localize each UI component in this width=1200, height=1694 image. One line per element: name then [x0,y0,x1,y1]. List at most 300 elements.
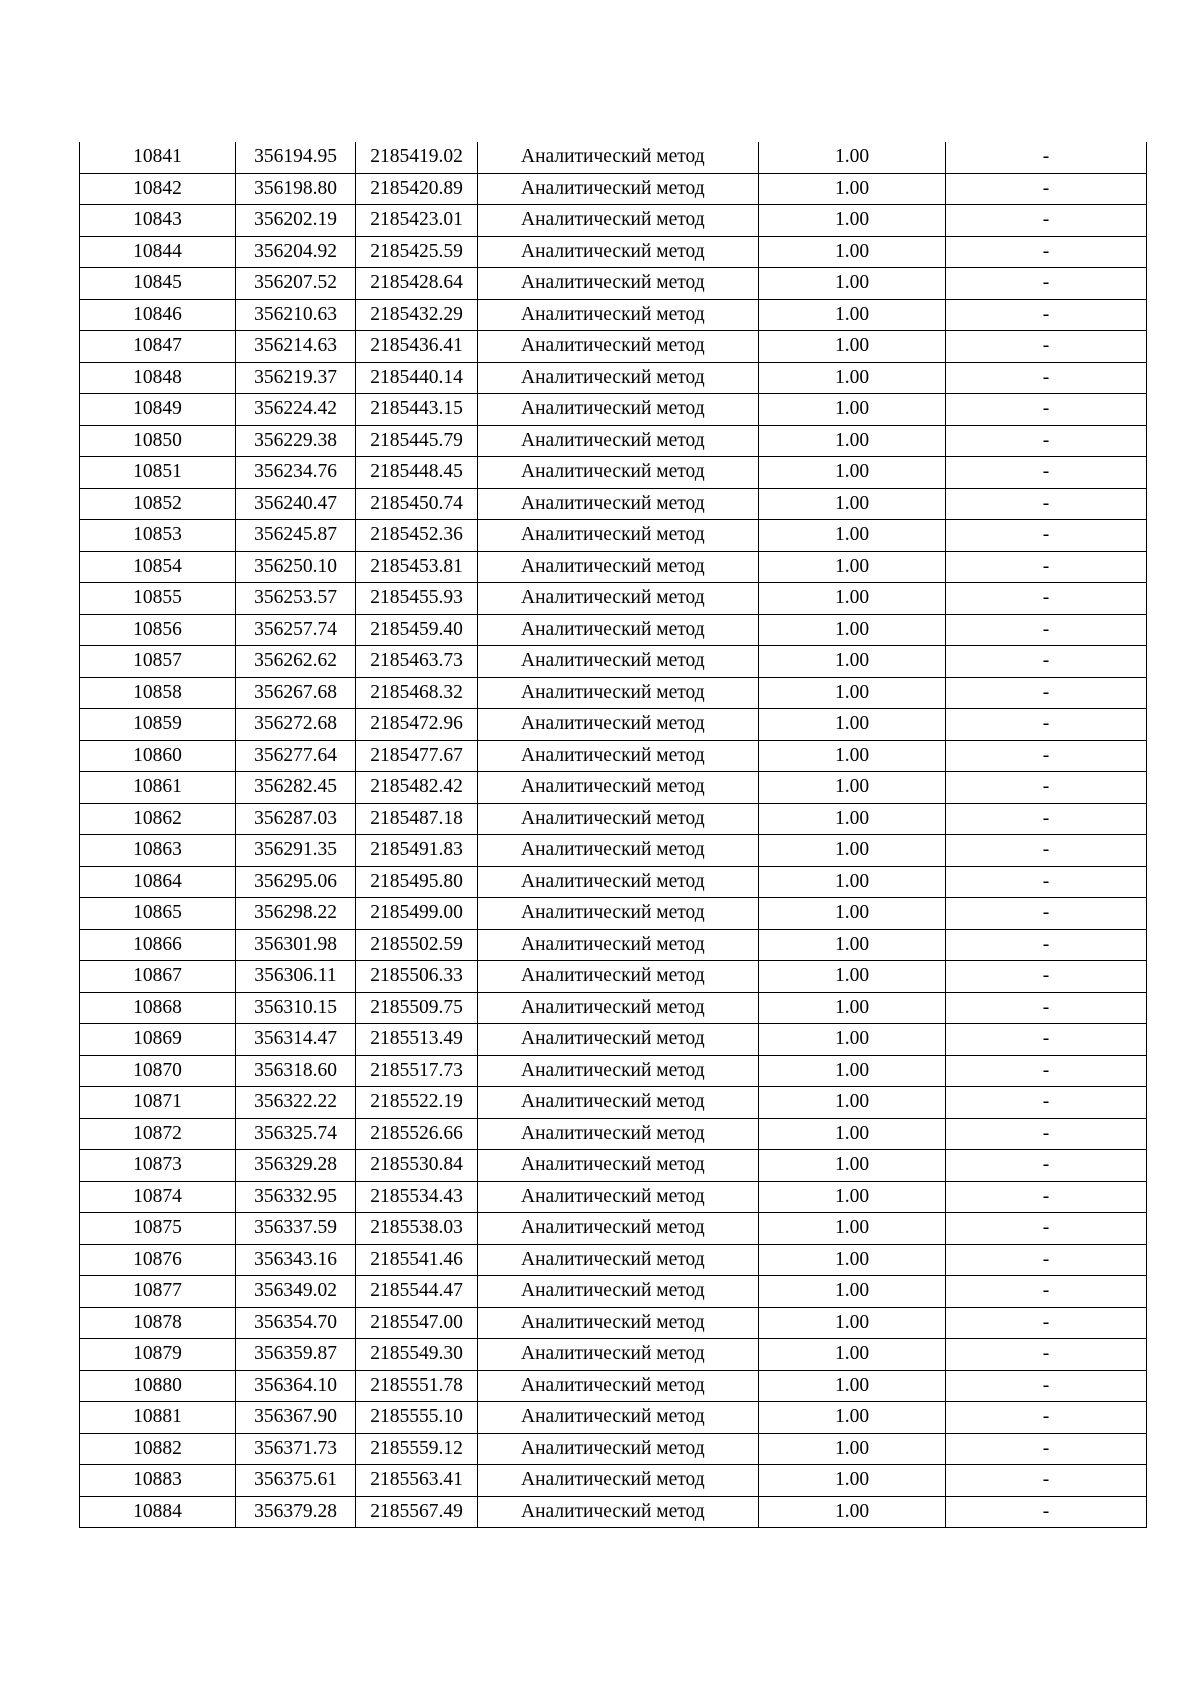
point-number-cell: 10866 [80,929,236,961]
table-row [80,331,1147,363]
note-cell: - [946,1433,1147,1465]
accuracy-cell: 1.00 [759,1370,946,1402]
method-cell: Аналитический метод [478,425,759,457]
method-cell: Аналитический метод [478,583,759,615]
y-coordinate-cell: 2185563.41 [356,1465,478,1497]
point-number-cell: 10860 [80,740,236,772]
note-cell: - [946,299,1147,331]
table-row [80,236,1147,268]
x-coordinate-cell: 356272.68 [236,709,356,741]
method-cell: Аналитический метод [478,1465,759,1497]
point-number-cell: 10865 [80,898,236,930]
accuracy-cell: 1.00 [759,551,946,583]
y-coordinate-cell: 2185555.10 [356,1402,478,1434]
note-cell: - [946,1402,1147,1434]
method-cell: Аналитический метод [478,457,759,489]
method-cell: Аналитический метод [478,142,759,173]
method-cell: Аналитический метод [478,772,759,804]
x-coordinate-cell: 356267.68 [236,677,356,709]
note-cell: - [946,677,1147,709]
y-coordinate-cell: 2185450.74 [356,488,478,520]
x-coordinate-cell: 356219.37 [236,362,356,394]
y-coordinate-cell: 2185495.80 [356,866,478,898]
y-coordinate-cell: 2185459.40 [356,614,478,646]
note-cell: - [946,583,1147,615]
method-cell: Аналитический метод [478,268,759,300]
note-cell: - [946,929,1147,961]
accuracy-cell: 1.00 [759,772,946,804]
point-number-cell: 10875 [80,1213,236,1245]
x-coordinate-cell: 356343.16 [236,1244,356,1276]
point-number-cell: 10877 [80,1276,236,1308]
method-cell: Аналитический метод [478,394,759,426]
note-cell: - [946,614,1147,646]
table-row [80,1244,1147,1276]
table-row [80,205,1147,237]
y-coordinate-cell: 2185522.19 [356,1087,478,1119]
point-number-cell: 10846 [80,299,236,331]
accuracy-cell: 1.00 [759,1307,946,1339]
note-cell: - [946,1339,1147,1371]
method-cell: Аналитический метод [478,898,759,930]
note-cell: - [946,740,1147,772]
point-number-cell: 10870 [80,1055,236,1087]
method-cell: Аналитический метод [478,740,759,772]
point-number-cell: 10880 [80,1370,236,1402]
table-row [80,1118,1147,1150]
accuracy-cell: 1.00 [759,299,946,331]
y-coordinate-cell: 2185423.01 [356,205,478,237]
table-row [80,1150,1147,1182]
x-coordinate-cell: 356371.73 [236,1433,356,1465]
x-coordinate-cell: 356359.87 [236,1339,356,1371]
point-number-cell: 10872 [80,1118,236,1150]
table-row [80,1370,1147,1402]
method-cell: Аналитический метод [478,614,759,646]
x-coordinate-cell: 356349.02 [236,1276,356,1308]
method-cell: Аналитический метод [478,551,759,583]
x-coordinate-cell: 356291.35 [236,835,356,867]
point-number-cell: 10853 [80,520,236,552]
method-cell: Аналитический метод [478,1244,759,1276]
y-coordinate-cell: 2185440.14 [356,362,478,394]
note-cell: - [946,236,1147,268]
table-row [80,898,1147,930]
point-number-cell: 10883 [80,1465,236,1497]
accuracy-cell: 1.00 [759,173,946,205]
point-number-cell: 10882 [80,1433,236,1465]
accuracy-cell: 1.00 [759,583,946,615]
y-coordinate-cell: 2185420.89 [356,173,478,205]
accuracy-cell: 1.00 [759,425,946,457]
method-cell: Аналитический метод [478,929,759,961]
point-number-cell: 10864 [80,866,236,898]
y-coordinate-cell: 2185477.67 [356,740,478,772]
accuracy-cell: 1.00 [759,992,946,1024]
table-row [80,1402,1147,1434]
table-row [80,1055,1147,1087]
y-coordinate-cell: 2185559.12 [356,1433,478,1465]
table-row [80,772,1147,804]
note-cell: - [946,520,1147,552]
x-coordinate-cell: 356295.06 [236,866,356,898]
y-coordinate-cell: 2185509.75 [356,992,478,1024]
point-number-cell: 10848 [80,362,236,394]
point-number-cell: 10869 [80,1024,236,1056]
x-coordinate-cell: 356325.74 [236,1118,356,1150]
point-number-cell: 10849 [80,394,236,426]
note-cell: - [946,457,1147,489]
y-coordinate-cell: 2185544.47 [356,1276,478,1308]
method-cell: Аналитический метод [478,1402,759,1434]
y-coordinate-cell: 2185549.30 [356,1339,478,1371]
y-coordinate-cell: 2185448.45 [356,457,478,489]
accuracy-cell: 1.00 [759,803,946,835]
note-cell: - [946,961,1147,993]
x-coordinate-cell: 356379.28 [236,1496,356,1528]
method-cell: Аналитический метод [478,1496,759,1528]
table-row [80,614,1147,646]
point-number-cell: 10858 [80,677,236,709]
accuracy-cell: 1.00 [759,1181,946,1213]
note-cell: - [946,1307,1147,1339]
note-cell: - [946,425,1147,457]
x-coordinate-cell: 356332.95 [236,1181,356,1213]
table-row [80,362,1147,394]
method-cell: Аналитический метод [478,1276,759,1308]
point-number-cell: 10861 [80,772,236,804]
table-row [80,866,1147,898]
note-cell: - [946,394,1147,426]
note-cell: - [946,1370,1147,1402]
x-coordinate-cell: 356262.62 [236,646,356,678]
x-coordinate-cell: 356375.61 [236,1465,356,1497]
point-number-cell: 10847 [80,331,236,363]
table-row [80,1024,1147,1056]
method-cell: Аналитический метод [478,488,759,520]
y-coordinate-cell: 2185472.96 [356,709,478,741]
note-cell: - [946,1496,1147,1528]
table-row [80,488,1147,520]
note-cell: - [946,646,1147,678]
y-coordinate-cell: 2185453.81 [356,551,478,583]
accuracy-cell: 1.00 [759,1087,946,1119]
coordinates-table [79,142,1147,1528]
y-coordinate-cell: 2185452.36 [356,520,478,552]
y-coordinate-cell: 2185419.02 [356,142,478,173]
x-coordinate-cell: 356354.70 [236,1307,356,1339]
table-row [80,961,1147,993]
accuracy-cell: 1.00 [759,677,946,709]
x-coordinate-cell: 356367.90 [236,1402,356,1434]
accuracy-cell: 1.00 [759,1433,946,1465]
x-coordinate-cell: 356322.22 [236,1087,356,1119]
method-cell: Аналитический метод [478,1307,759,1339]
point-number-cell: 10850 [80,425,236,457]
accuracy-cell: 1.00 [759,1213,946,1245]
y-coordinate-cell: 2185432.29 [356,299,478,331]
point-number-cell: 10844 [80,236,236,268]
table-row [80,457,1147,489]
method-cell: Аналитический метод [478,1213,759,1245]
note-cell: - [946,992,1147,1024]
note-cell: - [946,1024,1147,1056]
table-row [80,1465,1147,1497]
note-cell: - [946,331,1147,363]
note-cell: - [946,898,1147,930]
note-cell: - [946,1465,1147,1497]
x-coordinate-cell: 356194.95 [236,142,356,173]
note-cell: - [946,803,1147,835]
table-row [80,173,1147,205]
table-row [80,677,1147,709]
y-coordinate-cell: 2185482.42 [356,772,478,804]
x-coordinate-cell: 356234.76 [236,457,356,489]
point-number-cell: 10881 [80,1402,236,1434]
point-number-cell: 10868 [80,992,236,1024]
x-coordinate-cell: 356229.38 [236,425,356,457]
y-coordinate-cell: 2185487.18 [356,803,478,835]
accuracy-cell: 1.00 [759,1496,946,1528]
table-row [80,142,1147,173]
y-coordinate-cell: 2185551.78 [356,1370,478,1402]
point-number-cell: 10879 [80,1339,236,1371]
accuracy-cell: 1.00 [759,331,946,363]
table-row [80,992,1147,1024]
y-coordinate-cell: 2185491.83 [356,835,478,867]
method-cell: Аналитический метод [478,1433,759,1465]
point-number-cell: 10878 [80,1307,236,1339]
accuracy-cell: 1.00 [759,268,946,300]
point-number-cell: 10867 [80,961,236,993]
point-number-cell: 10842 [80,173,236,205]
table-row [80,1181,1147,1213]
point-number-cell: 10857 [80,646,236,678]
table-row [80,803,1147,835]
table-row [80,394,1147,426]
x-coordinate-cell: 356301.98 [236,929,356,961]
note-cell: - [946,1150,1147,1182]
point-number-cell: 10871 [80,1087,236,1119]
note-cell: - [946,205,1147,237]
accuracy-cell: 1.00 [759,866,946,898]
note-cell: - [946,362,1147,394]
accuracy-cell: 1.00 [759,614,946,646]
note-cell: - [946,142,1147,173]
point-number-cell: 10841 [80,142,236,173]
accuracy-cell: 1.00 [759,1150,946,1182]
accuracy-cell: 1.00 [759,646,946,678]
y-coordinate-cell: 2185517.73 [356,1055,478,1087]
table-row [80,1433,1147,1465]
note-cell: - [946,1213,1147,1245]
accuracy-cell: 1.00 [759,709,946,741]
method-cell: Аналитический метод [478,992,759,1024]
note-cell: - [946,866,1147,898]
method-cell: Аналитический метод [478,331,759,363]
point-number-cell: 10855 [80,583,236,615]
y-coordinate-cell: 2185530.84 [356,1150,478,1182]
y-coordinate-cell: 2185506.33 [356,961,478,993]
x-coordinate-cell: 356240.47 [236,488,356,520]
x-coordinate-cell: 356204.92 [236,236,356,268]
y-coordinate-cell: 2185455.93 [356,583,478,615]
table-row [80,740,1147,772]
note-cell: - [946,1276,1147,1308]
point-number-cell: 10862 [80,803,236,835]
method-cell: Аналитический метод [478,205,759,237]
accuracy-cell: 1.00 [759,1339,946,1371]
x-coordinate-cell: 356337.59 [236,1213,356,1245]
y-coordinate-cell: 2185526.66 [356,1118,478,1150]
y-coordinate-cell: 2185541.46 [356,1244,478,1276]
table-row [80,1213,1147,1245]
y-coordinate-cell: 2185538.03 [356,1213,478,1245]
point-number-cell: 10856 [80,614,236,646]
table-row [80,835,1147,867]
x-coordinate-cell: 356287.03 [236,803,356,835]
y-coordinate-cell: 2185443.15 [356,394,478,426]
accuracy-cell: 1.00 [759,488,946,520]
note-cell: - [946,772,1147,804]
x-coordinate-cell: 356253.57 [236,583,356,615]
table-row [80,268,1147,300]
point-number-cell: 10873 [80,1150,236,1182]
accuracy-cell: 1.00 [759,1276,946,1308]
y-coordinate-cell: 2185499.00 [356,898,478,930]
method-cell: Аналитический метод [478,1055,759,1087]
accuracy-cell: 1.00 [759,1402,946,1434]
method-cell: Аналитический метод [478,1339,759,1371]
x-coordinate-cell: 356318.60 [236,1055,356,1087]
y-coordinate-cell: 2185468.32 [356,677,478,709]
point-number-cell: 10852 [80,488,236,520]
x-coordinate-cell: 356202.19 [236,205,356,237]
table-row [80,299,1147,331]
method-cell: Аналитический метод [478,362,759,394]
table-row [80,1339,1147,1371]
x-coordinate-cell: 356282.45 [236,772,356,804]
x-coordinate-cell: 356298.22 [236,898,356,930]
table-row [80,583,1147,615]
method-cell: Аналитический метод [478,1024,759,1056]
point-number-cell: 10854 [80,551,236,583]
method-cell: Аналитический метод [478,961,759,993]
accuracy-cell: 1.00 [759,929,946,961]
point-number-cell: 10843 [80,205,236,237]
note-cell: - [946,835,1147,867]
note-cell: - [946,1181,1147,1213]
method-cell: Аналитический метод [478,173,759,205]
accuracy-cell: 1.00 [759,520,946,552]
accuracy-cell: 1.00 [759,362,946,394]
note-cell: - [946,1087,1147,1119]
x-coordinate-cell: 356329.28 [236,1150,356,1182]
table-row [80,1087,1147,1119]
point-number-cell: 10876 [80,1244,236,1276]
x-coordinate-cell: 356245.87 [236,520,356,552]
accuracy-cell: 1.00 [759,205,946,237]
note-cell: - [946,268,1147,300]
method-cell: Аналитический метод [478,236,759,268]
x-coordinate-cell: 356207.52 [236,268,356,300]
method-cell: Аналитический метод [478,646,759,678]
x-coordinate-cell: 356364.10 [236,1370,356,1402]
point-number-cell: 10845 [80,268,236,300]
x-coordinate-cell: 356306.11 [236,961,356,993]
method-cell: Аналитический метод [478,803,759,835]
method-cell: Аналитический метод [478,709,759,741]
accuracy-cell: 1.00 [759,1055,946,1087]
y-coordinate-cell: 2185428.64 [356,268,478,300]
method-cell: Аналитический метод [478,677,759,709]
table-row [80,1307,1147,1339]
table-row [80,709,1147,741]
y-coordinate-cell: 2185425.59 [356,236,478,268]
accuracy-cell: 1.00 [759,236,946,268]
table-row [80,425,1147,457]
note-cell: - [946,709,1147,741]
y-coordinate-cell: 2185502.59 [356,929,478,961]
point-number-cell: 10863 [80,835,236,867]
y-coordinate-cell: 2185463.73 [356,646,478,678]
table-row [80,646,1147,678]
table-row [80,1496,1147,1528]
note-cell: - [946,551,1147,583]
x-coordinate-cell: 356214.63 [236,331,356,363]
y-coordinate-cell: 2185513.49 [356,1024,478,1056]
method-cell: Аналитический метод [478,520,759,552]
method-cell: Аналитический метод [478,1118,759,1150]
accuracy-cell: 1.00 [759,1024,946,1056]
point-number-cell: 10851 [80,457,236,489]
note-cell: - [946,1055,1147,1087]
x-coordinate-cell: 356210.63 [236,299,356,331]
accuracy-cell: 1.00 [759,961,946,993]
x-coordinate-cell: 356198.80 [236,173,356,205]
accuracy-cell: 1.00 [759,1465,946,1497]
point-number-cell: 10874 [80,1181,236,1213]
method-cell: Аналитический метод [478,1181,759,1213]
accuracy-cell: 1.00 [759,1118,946,1150]
note-cell: - [946,173,1147,205]
table-row [80,551,1147,583]
y-coordinate-cell: 2185436.41 [356,331,478,363]
point-number-cell: 10859 [80,709,236,741]
table-row [80,520,1147,552]
table-row [80,1276,1147,1308]
accuracy-cell: 1.00 [759,740,946,772]
method-cell: Аналитический метод [478,1150,759,1182]
accuracy-cell: 1.00 [759,835,946,867]
table-row [80,929,1147,961]
accuracy-cell: 1.00 [759,457,946,489]
method-cell: Аналитический метод [478,299,759,331]
x-coordinate-cell: 356257.74 [236,614,356,646]
x-coordinate-cell: 356277.64 [236,740,356,772]
x-coordinate-cell: 356314.47 [236,1024,356,1056]
y-coordinate-cell: 2185445.79 [356,425,478,457]
method-cell: Аналитический метод [478,1370,759,1402]
coordinates-table-body [80,142,1147,1528]
x-coordinate-cell: 356310.15 [236,992,356,1024]
accuracy-cell: 1.00 [759,142,946,173]
y-coordinate-cell: 2185567.49 [356,1496,478,1528]
method-cell: Аналитический метод [478,835,759,867]
method-cell: Аналитический метод [478,866,759,898]
x-coordinate-cell: 356250.10 [236,551,356,583]
accuracy-cell: 1.00 [759,394,946,426]
